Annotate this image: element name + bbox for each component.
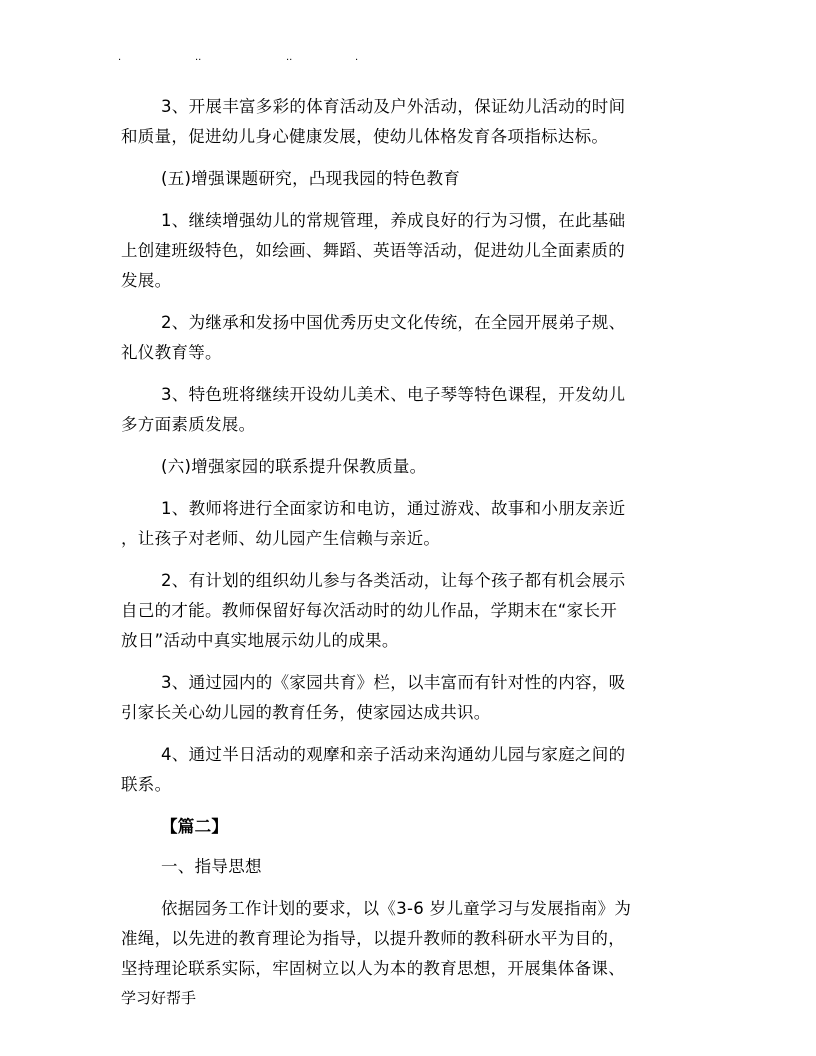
- section-heading-5: [121, 164, 701, 194]
- page-footer: 学习好帮手: [121, 989, 197, 1007]
- paragraph-culture: [121, 308, 701, 368]
- paragraph-line: 引家长关心幼儿园的教育任务，使家园达成共识。: [121, 703, 491, 722]
- paragraph-routine: [121, 206, 701, 296]
- paragraph-line: 多方面素质发展。: [121, 415, 256, 434]
- paragraph-line: 发展。: [121, 271, 172, 290]
- paragraph-line: 3、开展丰富多彩的体育活动及户外活动，保证幼儿活动的时间: [161, 97, 626, 116]
- paragraph-bulletin: [121, 668, 701, 728]
- header-mark: .: [355, 52, 359, 63]
- paragraph-line: 放日”活动中真实地展示幼儿的成果。: [121, 631, 399, 650]
- header-marks: [118, 52, 378, 64]
- subheading-line: 一、指导思想: [161, 857, 262, 876]
- header-mark: .: [118, 52, 122, 63]
- paragraph-line: ，让孩子对老师、幼儿园产生信赖与亲近。: [121, 529, 441, 548]
- header-mark: ..: [286, 52, 293, 63]
- document-body: [121, 92, 701, 996]
- paragraph-special-class: [121, 380, 701, 440]
- paragraph-line: 依据园务工作计划的要求，以《3-6 岁儿童学习与发展指南》为: [161, 899, 632, 918]
- subheading-guiding-ideology: [121, 852, 701, 882]
- paragraph-line: 3、通过园内的《家园共育》栏，以丰富而有针对性的内容，吸: [161, 673, 626, 692]
- paragraph-activities: [121, 566, 701, 656]
- paragraph-line: 坚持理论联系实际，牢固树立以人为本的教育思想，开展集体备课、: [121, 959, 625, 978]
- paragraph-line: 自己的才能。教师保留好每次活动时的幼儿作品，学期末在“家长开: [121, 601, 618, 620]
- section-heading-part-two: 【篇二】: [161, 817, 229, 836]
- paragraph-line: 1、教师将进行全面家访和电访，通过游戏、故事和小朋友亲近: [161, 499, 626, 518]
- paragraph-line: 上创建班级特色，如绘画、舞蹈、英语等活动，促进幼儿全面素质的: [121, 241, 625, 260]
- paragraph-line: 1、继续增强幼儿的常规管理，养成良好的行为习惯，在此基础: [161, 211, 626, 230]
- paragraph-line: 和质量，促进幼儿身心健康发展，使幼儿体格发育各项指标达标。: [121, 127, 609, 146]
- paragraph-half-day: [121, 740, 701, 800]
- paragraph-line: 3、特色班将继续开设幼儿美术、电子琴等特色课程，开发幼儿: [161, 385, 626, 404]
- paragraph-sports: [121, 92, 701, 152]
- paragraph-line: 4、通过半日活动的观摩和亲子活动来沟通幼儿园与家庭之间的: [161, 745, 626, 764]
- paragraph-line: 礼仪教育等。: [121, 343, 222, 362]
- paragraph-line: 准绳，以先进的教育理论为指导，以提升教师的教科研水平为目的，: [121, 929, 625, 948]
- paragraph-line: 2、为继承和发扬中国优秀历史文化传统，在全园开展弟子规、: [161, 313, 626, 332]
- section-heading-6: [121, 452, 701, 482]
- paragraph-guiding: [121, 894, 701, 984]
- paragraph-line: 联系。: [121, 775, 172, 794]
- header-mark: ..: [195, 52, 202, 63]
- heading-line: (五)增强课题研究，凸现我园的特色教育: [161, 169, 461, 188]
- paragraph-line: 2、有计划的组织幼儿参与各类活动，让每个孩子都有机会展示: [161, 571, 626, 590]
- heading-line: (六)增强家园的联系提升保教质量。: [161, 457, 427, 476]
- paragraph-home-visit: [121, 494, 701, 554]
